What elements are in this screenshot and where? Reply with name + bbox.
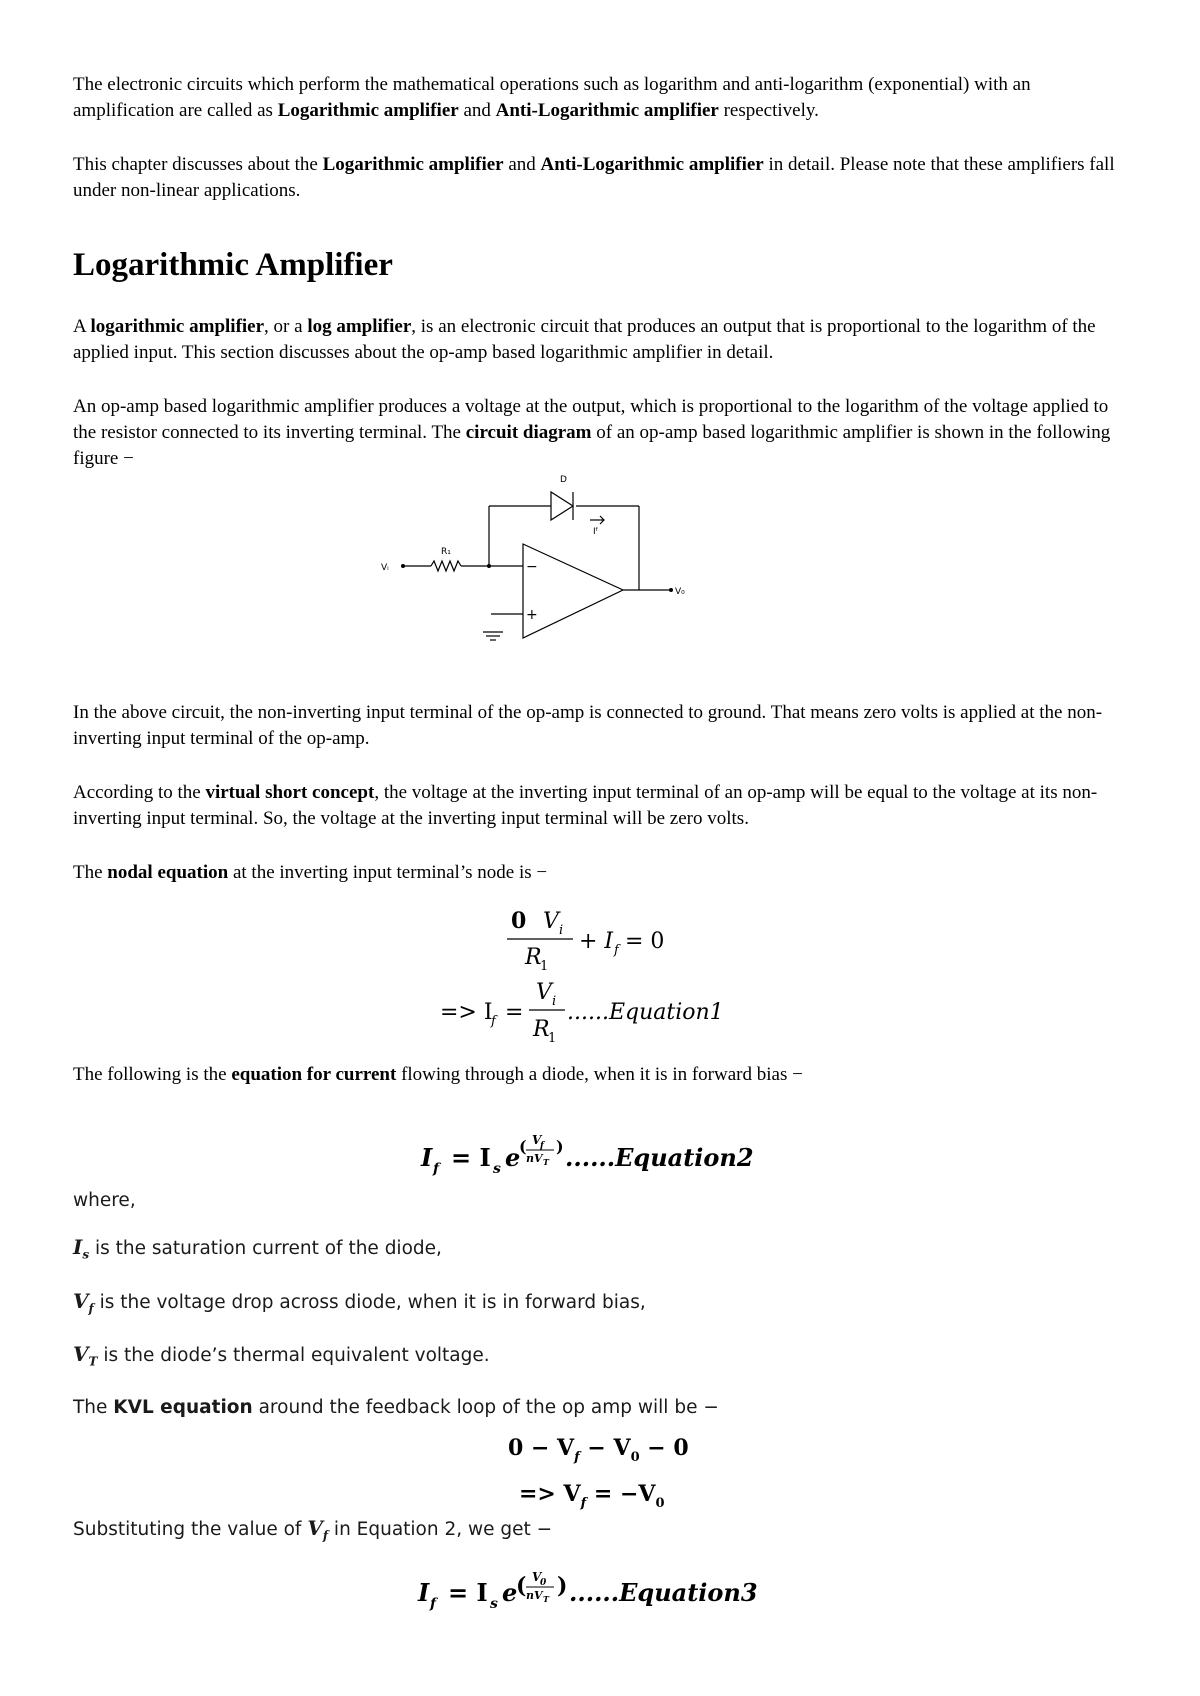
- substitution-line: [73, 1515, 1133, 1549]
- eq1b-eq: =: [505, 1000, 524, 1025]
- eq2-exp-den: nV: [526, 1152, 543, 1165]
- eq1a-num-v: V: [543, 909, 559, 934]
- eq2-lhs-sub: f: [433, 1161, 440, 1177]
- eq2-exp-num-sub: f: [540, 1141, 544, 1151]
- substituted-equation-svg: [73, 1549, 1133, 1623]
- eq4-eq: = I: [448, 1577, 488, 1607]
- label-if: Iᶠ: [593, 527, 599, 537]
- junction-node: [487, 564, 491, 568]
- eq1b-den-sub: 1: [548, 1031, 557, 1046]
- label-d: D: [560, 475, 567, 485]
- eq1a-den-sub: 1: [540, 959, 549, 974]
- kvl-equation-svg: [73, 1421, 1133, 1515]
- eq3b: => $V_f = -V_0$: [519, 1481, 665, 1512]
- label-minus: −: [526, 559, 538, 575]
- article: [73, 72, 1133, 1623]
- def-vt: $V_T$ is the diode’s thermal equivalent voltage.: [73, 1342, 490, 1370]
- eq2-eq: = I: [451, 1143, 491, 1172]
- eq4-lhs: I: [418, 1577, 430, 1607]
- eq1a-rest: + I: [579, 929, 614, 954]
- eq2-lhs: I: [421, 1143, 433, 1172]
- log-amp-circuit: [381, 472, 803, 694]
- eq1b-num: V: [536, 980, 552, 1005]
- intro-paragraph-2: This chapter discusses about the Logarithmic amplifier and Anti-Logarithmic amplifier in detail. Please note that these amplifiers fall under non-linear applications.: [73, 154, 1115, 201]
- eq1b-pre-sub: f: [491, 1014, 496, 1029]
- eq4-tail: ......Equation3: [569, 1577, 758, 1607]
- diode-icon: [551, 492, 573, 520]
- eq4-paren-right: ): [557, 1572, 568, 1599]
- substitution-paragraph: Substituting the value of $V_f$ in Equation 2, we get −: [73, 1516, 553, 1543]
- eq4-lhs-sub: f: [430, 1595, 437, 1612]
- analysis-paragraph-1: In the above circuit, the non-inverting input terminal of the op-amp is connected to ground. That means zero volts is applied at the non-inverting input terminal of the op-amp.: [73, 702, 1103, 749]
- eq2-tail: ......Equation2: [565, 1143, 754, 1172]
- diode-equation: [73, 1088, 1133, 1188]
- eq2-paren-right: ): [556, 1137, 564, 1156]
- eq1b-den: R: [533, 1017, 550, 1042]
- circuit-diagram: [73, 472, 1133, 694]
- label-vo: V₀: [675, 587, 685, 597]
- eq4-exp-num: V: [532, 1569, 542, 1584]
- eq2-e: e: [505, 1143, 521, 1172]
- def-vf: $V_f$ is the voltage drop across diode, when it is in forward bias,: [73, 1288, 646, 1316]
- nodal-equations: [73, 886, 1133, 1046]
- analysis-paragraph-3: The nodal equation at the inverting input terminal’s node is −: [73, 862, 548, 883]
- eq2-is-sub: s: [493, 1161, 501, 1177]
- label-vi: Vᵢ: [381, 563, 389, 573]
- def-is: $I_s$ is the saturation current of the diode,: [73, 1235, 442, 1262]
- eq2-exp-den-sub: T: [543, 1157, 549, 1167]
- intro-paragraph-1: The electronic circuits which perform the mathematical operations such as logarithm and anti-logarithm (exponential) with an amplification are called as Logarithmic amplifier and Anti-Logarithmic amplifier respectively.: [73, 74, 1031, 121]
- eq1b-tail: ......Equation1: [567, 1000, 724, 1025]
- label-plus: +: [526, 607, 538, 623]
- eq1a-eq: = 0: [625, 929, 665, 954]
- eq1a-rest-sub: f: [614, 943, 619, 958]
- eq4-exp-num-sub: 0: [540, 1577, 547, 1588]
- eq4-paren-left: (: [516, 1572, 527, 1599]
- opamp-icon: [523, 544, 623, 638]
- eq4-exp-den: nV: [526, 1588, 543, 1602]
- eq4-exp-den-sub: T: [543, 1593, 549, 1604]
- circuit-intro-paragraph: An op-amp based logarithmic amplifier produces a voltage at the output, which is proportional to the logarithm of the voltage applied to the resistor connected to its inverting terminal. The circuit diagram of an op-amp based logarithmic amplifier is shown in the following figure −: [73, 396, 1111, 469]
- eq3a: $0 - V_f - V_0 - 0$: [508, 1435, 689, 1466]
- section-heading: Logarithmic Amplifier: [73, 247, 393, 283]
- eq1a-den: R: [525, 945, 542, 970]
- kvl-paragraph: The KVL equation around the feedback loop of the op amp will be −: [73, 1397, 719, 1419]
- definition-paragraph: A logarithmic amplifier, or a log amplifier, is an electronic circuit that produces an output that is proportional to the logarithm of the applied input. This section discusses about the op-amp based logarithmic amplifier in detail.: [73, 316, 1096, 363]
- eq4-e: e: [502, 1577, 518, 1607]
- analysis-paragraph-4: The following is the equation for current flowing through a diode, when it is in forward bias −: [73, 1064, 803, 1085]
- label-r1: R₁: [441, 547, 451, 557]
- kvl-equations: [73, 1421, 1133, 1515]
- input-node: [401, 564, 405, 568]
- eq1b-num-sub: i: [552, 994, 557, 1009]
- eq1a-num-zero: 0: [511, 908, 527, 934]
- eq4-is-sub: s: [490, 1595, 498, 1612]
- eq2-paren-left: (: [519, 1137, 527, 1156]
- eq1a-num-sub: i: [559, 923, 564, 938]
- diode-equation-svg: [73, 1088, 1133, 1188]
- where-label: where,: [73, 1190, 136, 1211]
- eq2-exp-num: V: [532, 1133, 542, 1147]
- nodal-equation-svg: [73, 886, 1133, 1046]
- output-node: [669, 588, 673, 592]
- resistor-icon: [431, 561, 461, 571]
- eq1b-pre: => I: [440, 1000, 493, 1025]
- definitions: [73, 1188, 1133, 1421]
- substituted-equation: [73, 1549, 1133, 1623]
- analysis-paragraph-2: According to the virtual short concept, the voltage at the inverting input terminal of an op-amp will be equal to the voltage at its non-inverting input terminal. So, the voltage at the inverting input terminal will be zero volts.: [73, 782, 1098, 829]
